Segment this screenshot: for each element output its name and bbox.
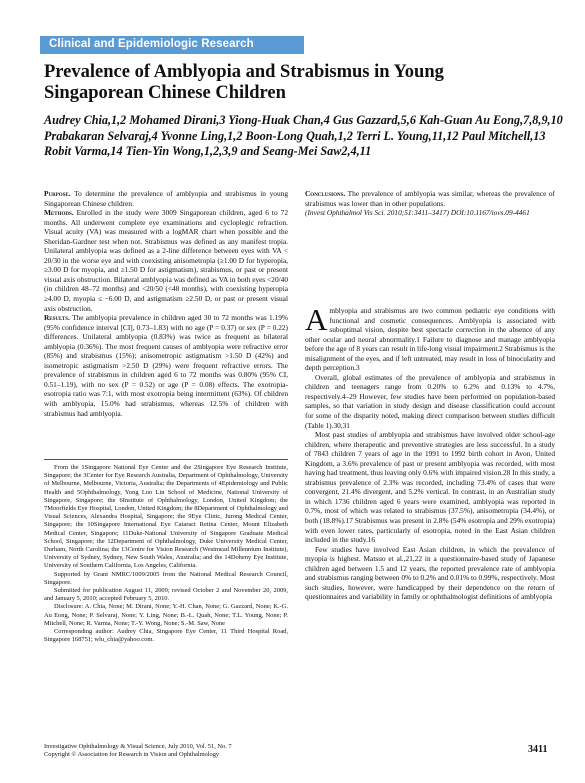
- section-banner: [40, 36, 304, 54]
- abstract-left-column: [44, 189, 288, 418]
- page-footer: [44, 743, 344, 759]
- footnote-submitted: Submitted for publication August 11, 2009; revised October 2 and November 20, 2009, and January 5, 2010; accepted February 5, 2010.: [44, 587, 288, 603]
- body-paragraph-4: Few studies have involved East Asian children, in which the prevalence of myopia is highest. Matsuo et al.,21,22 in a questionnaire-based study of Japanese children aged between 1.5 and 12 years, the reported prevalence rate of amblyopia and strabismus ranging between 0% to 0.2% and 0.01% to 0.99%, respectively. Most such studies, however, were handicapped by their dependence on the return of questionnaires and variability in family or ophthalmologist definitions of amblyopia: [305, 544, 555, 602]
- abstract-conclusions: [305, 189, 555, 208]
- article-title: Prevalence of Amblyopia and Strabismus in Young Singaporean Chinese Children: [44, 62, 444, 103]
- abstract-methods: [44, 208, 288, 313]
- footnote-corresponding: Corresponding author: Audrey Chia, Singapore Eye Center, 11 Third Hospital Road, Singapore 168751; wlu_chia@yahoo.com.: [44, 628, 288, 644]
- results-text: The amblyopia prevalence in children aged 30 to 72 months was 1.19% (95% confidence interval [CI], 0.73–1.83) with no age (P = 0.37) or sex (P = 0.22) differences. Unilateral amblyopia (0.83%) was twice as frequent as bilateral amblyopia (0.36%). The most frequent causes of amblyopia were refractive error (85%) and strabismus (15%); anisometropic astigmatism >1.50 D (42%) and isometropic astigmatism >2.50 D (29%) were frequent refractive errors. The prevalence of strabismus in children aged 6 to 72 months was 0.80% (95% CI, 0.51–1.19), with no sex (P = 0.52) or age (P = 0.08) effects. The exotropia-esotropia ratio was 7:1, with most exotropia being intermittent (63%). Of children with amblyopia, 15.0% had strabismus, whereas 12.5% of children with strabismus had amblyopia.: [44, 313, 288, 418]
- abstract-purpose: [44, 189, 288, 208]
- purpose-heading: Purpose.: [44, 189, 71, 198]
- journal-info: Investigative Ophthalmology & Visual Science, July 2010, Vol. 51, No. 7: [44, 743, 232, 750]
- section-banner-label: Clinical and Epidemiologic Research: [49, 38, 254, 50]
- page-number: 3411: [528, 744, 548, 755]
- abstract-right-column: [305, 189, 555, 218]
- citation-doi: (Invest Ophthalmol Vis Sci. 2010;51:3411–3417) DOI:10.1167/iovs.09-4461: [305, 208, 530, 218]
- footnote-affiliations: From the 1Singapore National Eye Center and the 2Singapore Eye Research Institute, Singapore; the 3Center for Eye Research Australia, Department of Ophthalmology, University of Melbourne, Melbourne, Victoria, Australia; the Departments of 4Epidemiology and Public Health and 5Ophthalmology, Yong Loo Lin School of Medicine, National University of Singapore, Singapore; the 6Institute of Ophthalmology, London, United Kingdom; the 7Moorfields Eye Hospital, London, United Kingdom; the 8Department of Ophthalmology and Visual Sciences, Alexandra Hospital, Singapore; the 9Eye Clinic, Jurong Medical Center, Singapore; the 10Singapore International Eye Cataract Retina Center, Mount Elizabeth Medical Center, Singapore; 11Duke-National University of Singapore Graduate Medical School, Singapore; the 12Department of Ophthalmology, Duke University Medical Center, Durham, North Carolina; the 13Centre for Vision Research (Westmead Millennium Institute), University of Sydney, Sydney, New South Wales, Australia; and the 14Doheny Eye Institute, University of Southern California, Los Angeles, California.: [44, 464, 288, 570]
- footnote-divider: [44, 459, 288, 460]
- footnote-support: Supported by Grant NMRC/1009/2005 from the National Medical Research Council, Singapore.: [44, 570, 288, 586]
- methods-text: Enrolled in the study were 3009 Singaporean children, aged 6 to 72 months. All underwent complete eye examinations and cycloplegic refraction. Visual acuity (VA) was measured with a logMAR chart when possible and the Sheridan-Gardner test when not. Strabismus was defined as any manifest tropia. Unilateral amblyopia was defined as a 2-line difference between eyes with VA < 20/30 in the worse eye and with coexisting anisometropia (≥1.00 D for hyperopia, ≥3.00 D for myopia, and ≥1.50 D for astigmatism), strabismus, or past or present visual axis obstruction. Bilateral amblyopia was defined as VA in both eyes <20/40 (in children 48–72 months) and <20/50 (<48 months), with coexisting hyperopia ≥4.00 D, myopia ≤ −6.00 D, and astigmatism ≥2.50 D, or past or present visual axis obstruction.: [44, 208, 288, 313]
- copyright-line: Copyright © Association for Research in Vision and Ophthalmology: [44, 751, 220, 759]
- drop-cap: A: [305, 302, 328, 337]
- results-heading: Results.: [44, 313, 70, 323]
- body-paragraph-1: mblyopia and strabismus are two common pediatric eye conditions with functional and cosmetic consequences. Amblyopia is associated with suboptimal vision, despite best spectacle correction in the absence of any other ocular and neural abnormality.1 Failure to diagnose and manage amblyopia before the age of 8 years can result in life-long visual impairment.2 Strabismus is the misalignment of the eyes, and if left untreated, may result in loss of binocularity and depth perception.3: [305, 306, 555, 373]
- article-body: [305, 302, 555, 602]
- footnotes: [44, 464, 288, 644]
- purpose-text: To determine the prevalence of amblyopia and strabismus in young Singaporean Chinese children.: [44, 189, 288, 208]
- footnote-disclosure: Disclosure: A. Chia, None; M. Dirani, None; Y.-H. Chan, None; G. Gazzard, None; K.-G. Au Eong, None; P. Selvaraj, None; Y. Ling, None; B.-L. Quah, None; T.L. Young, None; P. Mitchell, None; R. Varma, None; T.-Y. Wong, None; S.-M. Saw, None: [44, 603, 288, 627]
- body-paragraph-2: Overall, global estimates of the prevalence of amblyopia and strabismus in children and teenagers range from 0.20% to 6.2% and 0.13% to 4.7%, respectively.4–29 However, few studies have been performed on population-based samples, so that variation in study design and disease classification could account for some of the disparity noted, making direct comparison between studies difficult (Table 1).30,31: [305, 372, 555, 430]
- body-paragraph-3: Most past studies of amblyopia and strabismus have involved older school-age children, where therapeutic and preventive strategies are less successful. In a study of 7843 children 7 years of age in the 1991 to 1992 birth cohort in Avon, United Kingdom, a 3.6% prevalence of past or present amblyopia was recorded, with most having had treatment, thus leaving only 0.6% with impaired vision.28 In this study, a strabismus prevalence of 2.3% was recorded, including 73.4% of cases that were convergent, 21.4% divergent, and 5.2% vertical. In contrast, in an Australian study in which 1736 children aged 6 years were examined, amblyopia was reported in 0.7%, most of which was related to strabismus (37.5%), anisometropia (34.4%), or both (18.8%).17 Strabismus was present in 2.8% (54% esotropia and 29% exotropia) with even lower rates, particularly of esotropia, noted in the East Asian children included in the study.16: [305, 430, 555, 545]
- author-list: Audrey Chia,1,2 Mohamed Dirani,3 Yiong-Huak Chan,4 Gus Gazzard,5,6 Kah-Guan Au Eong,7,8,9,10 Prabakaran Selvaraj,4 Yvonne Ling,1,2 Boon-Long Quah,1,2 Terri L. Young,11,12 Paul Mitchell,13 Robit Varma,14 Tien-Yin Wong,1,2,3,9 and Seang-Mei Saw2,4,11: [44, 113, 563, 158]
- methods-heading: Methods.: [44, 208, 74, 218]
- conclusions-heading: Conclusions.: [305, 189, 346, 198]
- body-paragraph: [305, 302, 555, 373]
- abstract-results: [44, 313, 288, 418]
- conclusions-text: The prevalence of amblyopia was similar, whereas the prevalence of strabismus was lower than in other populations.: [305, 189, 555, 208]
